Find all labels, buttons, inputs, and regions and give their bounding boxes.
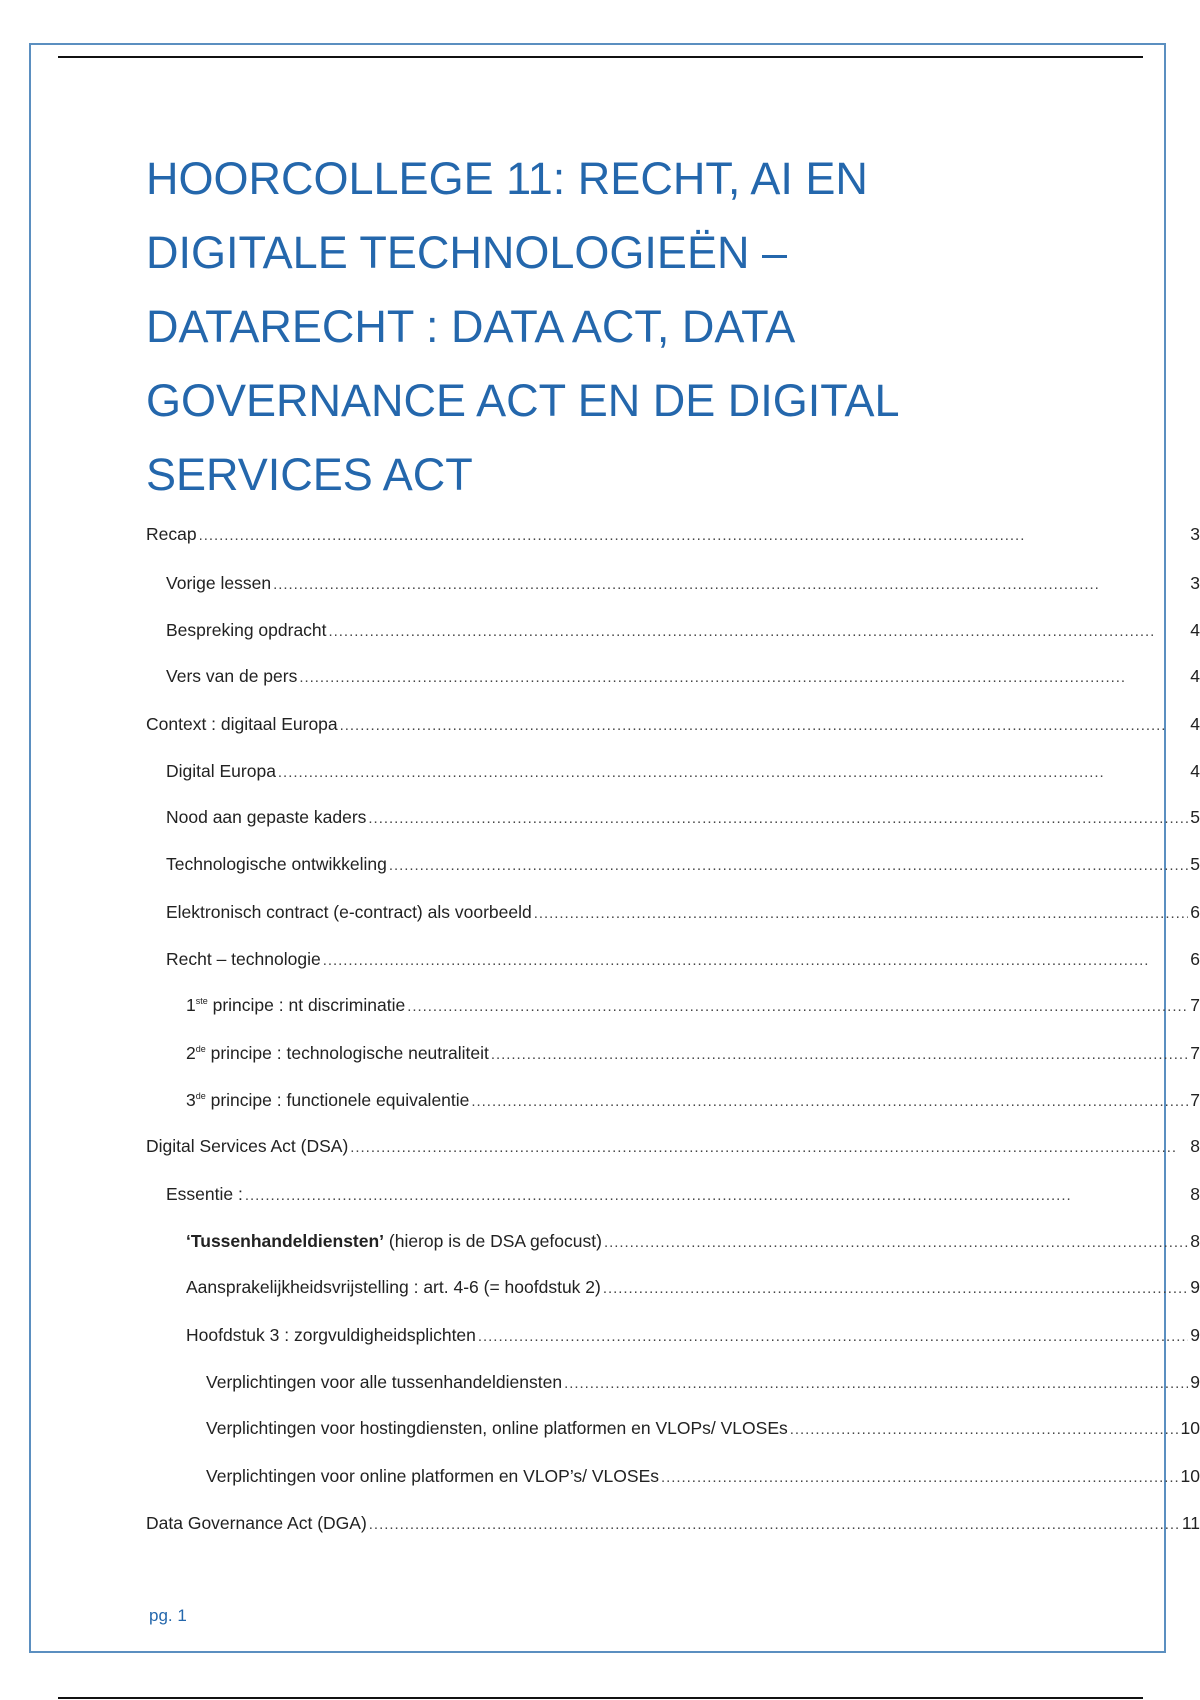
toc-entry-label-rest: principe : technologische neutraliteit [205, 1043, 489, 1063]
toc-entry-label: Vorige lessen [166, 573, 272, 593]
toc-entry-verplichtingen-online-platformen[interactable] [0, 1466, 1200, 1488]
bottom-rule [58, 1697, 1143, 1699]
toc-entry-elektronisch-contract[interactable] [0, 902, 1200, 924]
title-line: DIGITALE TECHNOLOGIEËN – [146, 227, 787, 278]
toc-entry-aansprakelijkheidsvrijstelling[interactable] [0, 1277, 1200, 1299]
toc-entry-page: 11 [1181, 1513, 1200, 1533]
toc-leader-dots [407, 998, 1188, 1015]
toc-entry-page: 4 [1190, 620, 1200, 640]
toc-entry-label: Technologische ontwikkeling [166, 854, 387, 874]
toc-entry-page: 8 [1190, 1231, 1200, 1251]
toc-entry-nood-aan-gepaste-kaders[interactable] [0, 807, 1200, 829]
title-line: HOORCOLLEGE 11: RECHT, AI EN [146, 153, 868, 204]
toc-entry-page: 8 [1190, 1184, 1200, 1204]
toc-leader-dots [329, 623, 1189, 640]
toc-entry-label: Recht – technologie [166, 949, 321, 969]
toc-entry-verplichtingen-hosting[interactable] [0, 1418, 1200, 1440]
toc-entry-recht-technologie[interactable] [0, 949, 1200, 971]
toc-entry-technologische-ontwikkeling[interactable] [0, 854, 1200, 876]
toc-entry-page: 4 [1190, 761, 1200, 781]
toc-leader-dots [199, 527, 1189, 544]
toc-entry-page: 5 [1190, 854, 1200, 874]
toc-leader-dots [604, 1234, 1188, 1251]
title-line: GOVERNANCE ACT EN DE DIGITAL [146, 375, 900, 426]
toc-entry-eerste-principe[interactable] [0, 995, 1200, 1017]
toc-leader-dots [534, 905, 1189, 922]
toc-entry-label: Essentie : [166, 1184, 243, 1204]
toc-entry-label: Recap [146, 524, 197, 544]
toc-leader-dots [340, 717, 1189, 734]
toc-entry-vorige-lessen[interactable] [0, 573, 1200, 595]
toc-entry-context-digitaal-europa[interactable] [0, 714, 1200, 736]
toc-entry-page: 7 [1190, 1090, 1200, 1110]
toc-entry-label: Verplichtingen voor online platformen en VLOP’s/ VLOSEs [206, 1466, 659, 1486]
toc-entry-bespreking-opdracht[interactable] [0, 620, 1200, 642]
toc-entry-page: 3 [1190, 573, 1200, 593]
toc-entry-label: Aansprakelijkheidsvrijstelling : art. 4-6 (= hoofdstuk 2) [186, 1277, 601, 1297]
toc-entry-derde-principe[interactable] [0, 1090, 1200, 1112]
toc-entry-label: Data Governance Act (DGA) [146, 1513, 367, 1533]
toc-entry-label-num: 1 [186, 995, 196, 1015]
toc-leader-dots [491, 1046, 1188, 1063]
toc-entry-label: Context : digitaal Europa [146, 714, 338, 734]
toc-leader-dots [790, 1421, 1179, 1438]
toc-entry-label: Hoofdstuk 3 : zorgvuldigheidsplichten [186, 1325, 476, 1345]
toc-entry-label: Verplichtingen voor alle tussenhandeldiensten [206, 1372, 563, 1392]
toc-entry-label: Nood aan gepaste kaders [166, 807, 367, 827]
toc-leader-dots [603, 1280, 1188, 1297]
toc-entry-label [186, 995, 405, 1016]
toc-entry-page: 9 [1190, 1372, 1200, 1392]
toc-entry-label: Digital Services Act (DSA) [146, 1136, 349, 1156]
toc-leader-dots [368, 810, 1188, 827]
toc-leader-dots [471, 1093, 1188, 1110]
toc-entry-page: 5 [1190, 807, 1200, 827]
toc-entry-page: 4 [1190, 666, 1200, 686]
toc-entry-label-num: 2 [186, 1043, 196, 1063]
toc-entry-label: Elektronisch contract (e-contract) als voorbeeld [166, 902, 532, 922]
toc-entry-label: Verplichtingen voor hostingdiensten, online platformen en VLOPs/ VLOSEs [206, 1418, 788, 1438]
toc-entry-label-bold: ‘Tussenhandeldiensten’ [186, 1231, 385, 1251]
toc-entry-label-sup: de [195, 1044, 206, 1054]
toc-entry-page: 4 [1190, 714, 1200, 734]
toc-entry-label-rest: principe : nt discriminatie [207, 995, 406, 1015]
toc-entry-label [186, 1090, 469, 1111]
toc-entry-page: 10 [1180, 1418, 1200, 1438]
toc-entry-label-rest: principe : functionele equivalentie [205, 1090, 470, 1110]
toc-entry-label-sup: de [195, 1091, 206, 1101]
toc-entry-page: 6 [1190, 902, 1200, 922]
toc-entry-page: 9 [1190, 1325, 1200, 1345]
toc-leader-dots [273, 576, 1188, 593]
toc-entry-recap[interactable] [0, 524, 1200, 546]
toc-entry-hoofdstuk-3[interactable] [0, 1325, 1200, 1347]
toc-entry-page: 3 [1190, 524, 1200, 544]
toc-entry-label-num: 3 [186, 1090, 196, 1110]
toc-entry-digital-services-act[interactable] [0, 1136, 1200, 1158]
toc-entry-digital-europa[interactable] [0, 761, 1200, 783]
title-line: DATARECHT : DATA ACT, DATA [146, 301, 796, 352]
toc-entry-page: 6 [1190, 949, 1200, 969]
title-line: SERVICES ACT [146, 449, 473, 500]
toc-entry-label [186, 1043, 489, 1064]
toc-entry-label: Vers van de pers [166, 666, 298, 686]
document-title [146, 142, 1046, 512]
toc-entry-data-governance-act[interactable] [0, 1513, 1200, 1535]
toc-entry-label: Bespreking opdracht [166, 620, 327, 640]
toc-entry-page: 7 [1190, 995, 1200, 1015]
toc-entry-essentie[interactable] [0, 1184, 1200, 1206]
toc-entry-page: 9 [1190, 1277, 1200, 1297]
toc-leader-dots [299, 669, 1188, 686]
top-rule [58, 56, 1143, 58]
toc-leader-dots [245, 1187, 1188, 1204]
toc-entry-tussenhandeldiensten[interactable] [0, 1231, 1200, 1253]
toc-entry-label [186, 1231, 602, 1252]
toc-entry-label-sup: ste [195, 996, 208, 1006]
toc-leader-dots [278, 764, 1188, 781]
toc-entry-page: 10 [1180, 1466, 1200, 1486]
toc-leader-dots [661, 1469, 1179, 1486]
toc-entry-label: Digital Europa [166, 761, 276, 781]
toc-entry-vers-van-de-pers[interactable] [0, 666, 1200, 688]
toc-entry-page: 8 [1190, 1136, 1200, 1156]
toc-entry-label-rest: (hierop is de DSA gefocust) [384, 1231, 602, 1251]
toc-leader-dots [389, 857, 1188, 874]
toc-leader-dots [323, 952, 1189, 969]
toc-leader-dots [478, 1328, 1188, 1345]
page-number: pg. 1 [149, 1606, 187, 1625]
toc-entry-tweede-principe[interactable] [0, 1043, 1200, 1065]
toc-entry-verplichtingen-alle[interactable] [0, 1372, 1200, 1394]
toc-leader-dots [564, 1375, 1188, 1392]
toc-leader-dots [369, 1516, 1180, 1533]
toc-leader-dots [350, 1139, 1188, 1156]
toc-entry-page: 7 [1190, 1043, 1200, 1063]
